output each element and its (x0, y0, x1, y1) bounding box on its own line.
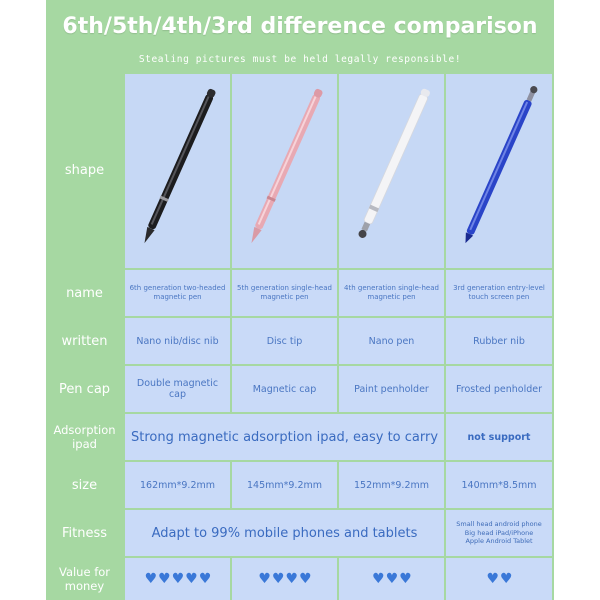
row-label-fitness: Fitness (61, 525, 108, 541)
heart-icon: ♥ (258, 570, 270, 587)
name-cell-2: 5th generation single-head magnetic pen (232, 270, 337, 316)
pen-cap-cell-2: Magnetic cap (232, 366, 337, 412)
written-cell-1: Nano nib/disc nib (125, 318, 230, 364)
heart-icon: ♥ (500, 570, 512, 587)
row-label-value: Value for money (58, 565, 111, 593)
page-title: 6th/5th/4th/3rd difference comparison (62, 14, 538, 39)
row-label-name: name (66, 285, 103, 301)
written-cell-2: Disc tip (232, 318, 337, 364)
heart-icon: ♥ (372, 570, 384, 587)
name-cell-4: 3rd generation entry-level touch screen pen (446, 270, 552, 316)
pen-cap-cell-1: Double magnetic cap (125, 366, 230, 412)
fitness-line-3: Apple Android Tablet (465, 537, 533, 546)
heart-rating-4 (485, 570, 512, 587)
pen-cap-cell-3: Paint penholder (339, 366, 444, 412)
row-label-size: size (71, 477, 98, 493)
comparison-table (46, 72, 554, 600)
comparison-frame (46, 0, 554, 600)
name-cell-1: 6th generation two-headed magnetic pen (125, 270, 230, 316)
pen-image-black (125, 74, 230, 268)
fitness-line-2: Big head iPad/iPhone (464, 528, 534, 537)
pen-image-white (339, 74, 444, 268)
written-cell-3: Nano pen (339, 318, 444, 364)
written-cell-4: Rubber nib (446, 318, 552, 364)
value-cell-1 (125, 558, 230, 600)
heart-icon: ♥ (144, 570, 157, 587)
size-cell-3: 152mm*9.2mm (339, 462, 444, 508)
size-cell-2: 145mm*9.2mm (232, 462, 337, 508)
heart-icon: ♥ (171, 570, 184, 587)
heart-icon: ♥ (198, 570, 211, 587)
size-cell-4: 140mm*8.5mm (446, 462, 552, 508)
header (46, 0, 554, 72)
shape-cell-1 (125, 74, 230, 268)
fitness-cell-4 (446, 510, 552, 556)
name-cell-3: 4th generation single-head magnetic pen (339, 270, 444, 316)
heart-icon: ♥ (185, 570, 197, 587)
value-cell-4 (446, 558, 552, 600)
heart-icon: ♥ (399, 570, 411, 587)
value-cell-3 (339, 558, 444, 600)
heart-rating-1 (144, 570, 212, 587)
heart-rating-2 (257, 570, 311, 587)
shape-cell-2 (232, 74, 337, 268)
fitness-line-1: Small head android phone (456, 520, 542, 529)
fitness-merged-cell: Adapt to 99% mobile phones and tablets (125, 510, 444, 556)
shape-cell-3 (339, 74, 444, 268)
pen-image-pink (232, 74, 337, 268)
heart-icon: ♥ (486, 570, 498, 587)
heart-icon: ♥ (285, 570, 298, 587)
row-label-written: written (61, 333, 108, 349)
shape-cell-4 (446, 74, 552, 268)
heart-icon: ♥ (271, 570, 284, 587)
heart-icon: ♥ (299, 570, 311, 587)
pen-cap-cell-4: Frosted penholder (446, 366, 552, 412)
size-cell-1: 162mm*9.2mm (125, 462, 230, 508)
adsorption-cell-4: not support (446, 414, 552, 460)
heart-icon: ♥ (385, 570, 398, 587)
heart-rating-3 (371, 570, 412, 587)
adsorption-merged-cell: Strong magnetic adsorption ipad, easy to carry (125, 414, 444, 460)
row-label-pen-cap: Pen cap (58, 381, 111, 397)
pen-image-blue (446, 74, 552, 268)
row-label-adsorption: Adsorption ipad (53, 423, 116, 451)
heart-icon: ♥ (158, 570, 170, 587)
copyright-notice: Stealing pictures must be held legally responsible! (138, 54, 462, 65)
value-cell-2 (232, 558, 337, 600)
row-label-shape: shape (64, 162, 105, 178)
